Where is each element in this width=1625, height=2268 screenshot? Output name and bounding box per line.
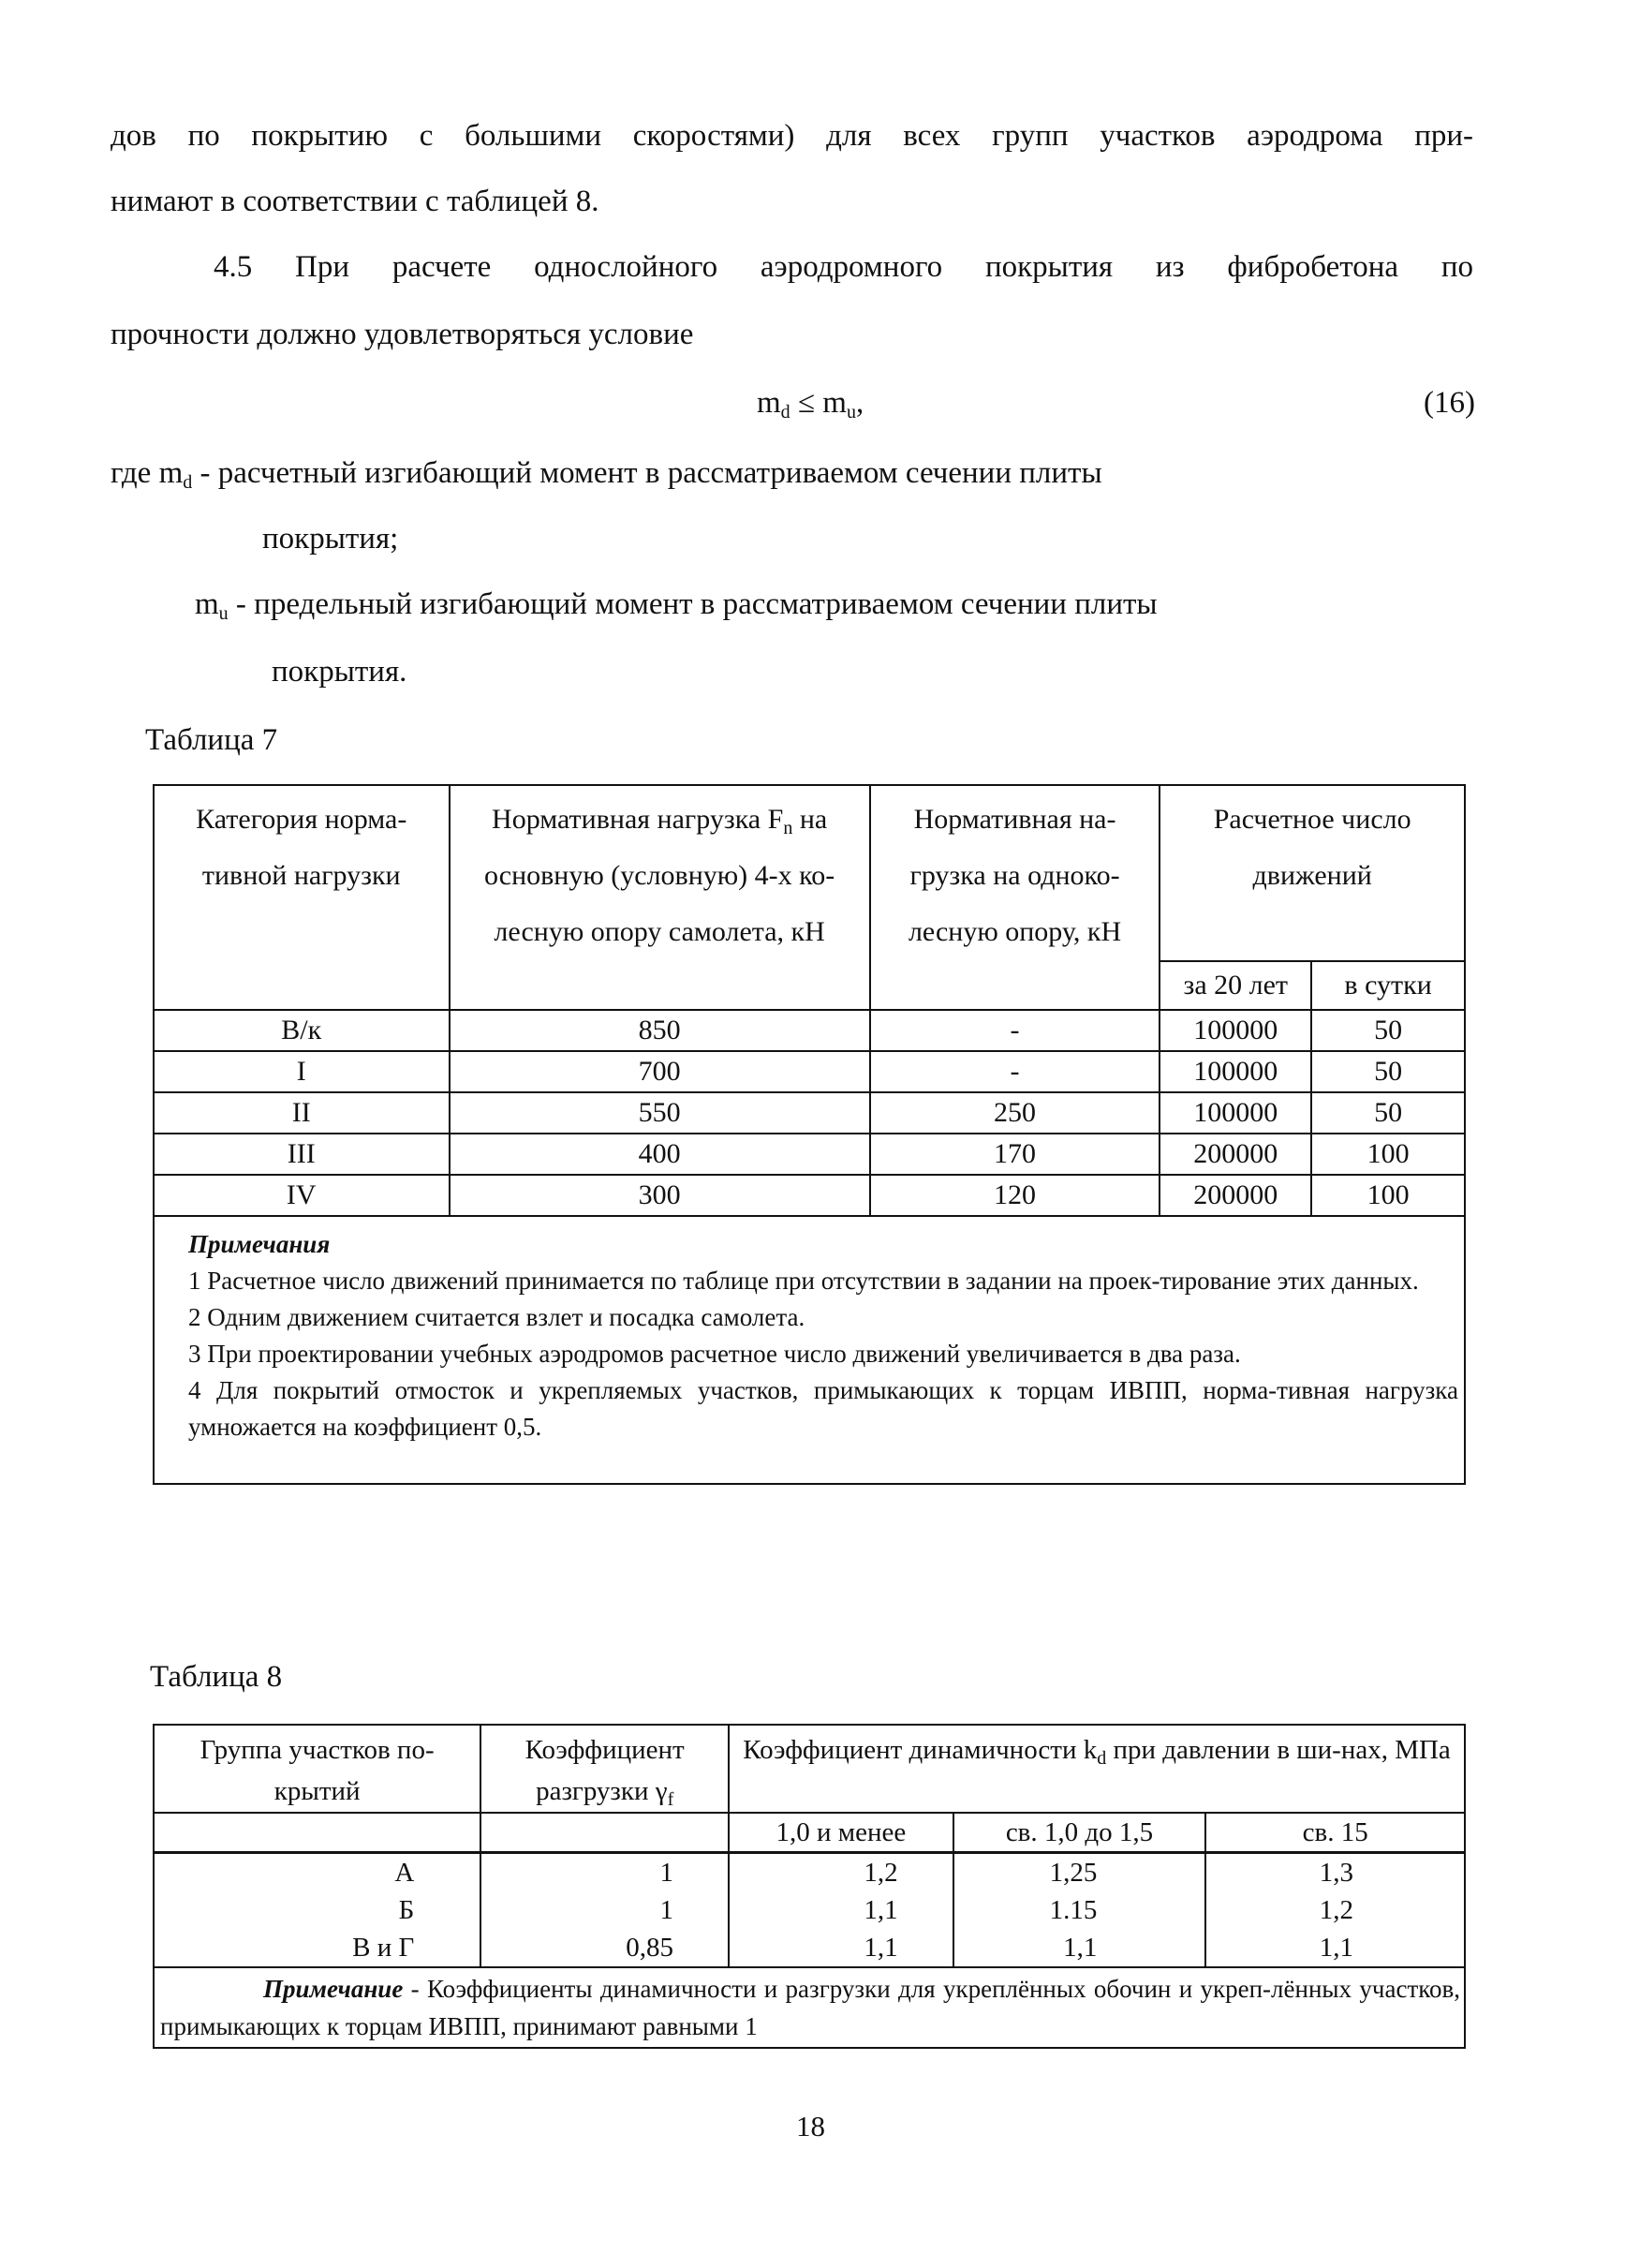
definition-mu-cont: покрытия. — [272, 655, 407, 689]
table-row — [154, 1092, 1465, 1134]
header-unload-coef — [480, 1725, 729, 1813]
cell-category: II — [154, 1092, 450, 1134]
definition-subscript: d — [183, 472, 193, 493]
note-item: 2 Одним движением считается взлет и посадка самолета. — [188, 1303, 805, 1331]
table-row — [154, 1010, 1465, 1051]
definition-text: - предельный изгибающий момент в рассматриваемом сечении плиты — [228, 587, 1158, 621]
table8-note — [154, 1967, 1465, 2048]
formula-subscript: d — [780, 402, 790, 422]
cell-group: В и Г — [154, 1929, 480, 1967]
table-row — [154, 1175, 1465, 1216]
cell-load4: 850 — [450, 1010, 870, 1051]
header-text: Коэффициент разгрузки γ — [524, 1735, 685, 1806]
header-text: при давлении в ши-нах, МПа — [1106, 1735, 1451, 1765]
definition-prefix: где m — [111, 456, 184, 490]
paragraph-line: дов по покрытию с большими скоростями) для всех групп участков аэродрома при- — [111, 119, 1473, 153]
definition-subscript: u — [218, 603, 229, 624]
paragraph-line: прочности должно удовлетворяться условие — [111, 318, 694, 351]
cell-day: 50 — [1311, 1092, 1465, 1134]
cell-load4: 400 — [450, 1134, 870, 1175]
header-movements: Расчетное число движений — [1160, 785, 1465, 961]
header-text: Коэффициент динамичности k — [743, 1735, 1098, 1765]
cell-load4: 550 — [450, 1092, 870, 1134]
header-subscript: d — [1097, 1748, 1107, 1769]
table-8 — [153, 1724, 1466, 2049]
cell-p2: 1,25 — [953, 1853, 1206, 1892]
header-subscript: f — [667, 1789, 674, 1810]
table-row — [154, 1134, 1465, 1175]
cell-years20: 100000 — [1160, 1010, 1311, 1051]
header-text: на основную (условную) 4-х ко-лесную опору самолета, кН — [484, 804, 835, 947]
cell-years20: 100000 — [1160, 1092, 1311, 1134]
table-row — [154, 1853, 1465, 1892]
formula-subscript: u — [846, 402, 856, 422]
paragraph-line: 4.5 При расчете однослойного аэродромного покрытия из фибробетона по — [214, 250, 1473, 284]
header-text: Нормативная нагрузка F — [492, 804, 784, 835]
cell-day: 50 — [1311, 1010, 1465, 1051]
header-p3: св. 15 — [1205, 1813, 1465, 1853]
page-number: 18 — [796, 2110, 825, 2142]
formula — [757, 384, 864, 422]
cell-p3: 1,2 — [1205, 1891, 1465, 1929]
cell-unload: 1 — [480, 1853, 729, 1892]
header-dyn-coef — [729, 1725, 1465, 1813]
cell-load4: 300 — [450, 1175, 870, 1216]
cell-load1: 170 — [870, 1134, 1160, 1175]
cell-day: 100 — [1311, 1134, 1465, 1175]
header-subscript: n — [783, 818, 793, 838]
header-empty — [154, 1813, 480, 1853]
table-row — [154, 1929, 1465, 1967]
cell-category: В/к — [154, 1010, 450, 1051]
note-item: 4 Для покрытий отмосток и укрепляемых участков, примыкающих к торцам ИВПП, норма-тивная нагрузка умножается на коэффициент 0,5. — [188, 1376, 1458, 1441]
cell-p2: 1.15 — [953, 1891, 1206, 1929]
cell-category: III — [154, 1134, 450, 1175]
cell-p3: 1,1 — [1205, 1929, 1465, 1967]
cell-years20: 100000 — [1160, 1051, 1311, 1092]
cell-load1: 120 — [870, 1175, 1160, 1216]
definition-md — [111, 454, 1102, 492]
header-per-20-years: за 20 лет — [1160, 961, 1311, 1010]
cell-p3: 1,3 — [1205, 1853, 1465, 1892]
notes-title: Примечания — [188, 1230, 331, 1258]
header-load-1wheel: Нормативная на-грузка на одноко-лесную опору, кН — [870, 785, 1160, 1010]
definition-text: - расчетный изгибающий момент в рассматриваемом сечении плиты — [192, 456, 1102, 490]
header-load-4wheel — [450, 785, 870, 1010]
note-label: Примечание — [263, 1975, 404, 2003]
note-item: 1 Расчетное число движений принимается по таблице при отсутствии в задании на проек-тирование этих данных. — [188, 1267, 1419, 1295]
formula-number: (16) — [1424, 386, 1475, 420]
cell-years20: 200000 — [1160, 1175, 1311, 1216]
cell-load4: 700 — [450, 1051, 870, 1092]
cell-p1: 1,2 — [729, 1853, 953, 1892]
cell-category: IV — [154, 1175, 450, 1216]
cell-years20: 200000 — [1160, 1134, 1311, 1175]
formula-symbol: m — [757, 386, 781, 420]
table8-caption: Таблица 8 — [150, 1660, 283, 1694]
cell-group: Б — [154, 1891, 480, 1929]
header-p1: 1,0 и менее — [729, 1813, 953, 1853]
cell-day: 100 — [1311, 1175, 1465, 1216]
cell-unload: 1 — [480, 1891, 729, 1929]
header-per-day: в сутки — [1311, 961, 1465, 1010]
cell-p1: 1,1 — [729, 1929, 953, 1967]
cell-load1: 250 — [870, 1092, 1160, 1134]
note-text: - Коэффициенты динамичности и разгрузки для укреплённых обочин и укреп-лённых участков, примыкающих к торцам ИВПП, принимают равными 1 — [160, 1975, 1460, 2040]
definition-mu — [195, 586, 1158, 623]
cell-p2: 1,1 — [953, 1929, 1206, 1967]
cell-load1: - — [870, 1051, 1160, 1092]
cell-load1: - — [870, 1010, 1160, 1051]
definition-md-cont: покрытия; — [262, 522, 399, 556]
paragraph-line: нимают в соответствии с таблицей 8. — [111, 185, 599, 218]
cell-category: I — [154, 1051, 450, 1092]
table-7 — [153, 784, 1466, 1485]
table-row — [154, 1891, 1465, 1929]
cell-group: А — [154, 1853, 480, 1892]
header-p2: св. 1,0 до 1,5 — [953, 1813, 1206, 1853]
definition-prefix: m — [195, 587, 219, 621]
table7-notes — [154, 1216, 1465, 1484]
cell-day: 50 — [1311, 1051, 1465, 1092]
header-empty — [480, 1813, 729, 1853]
formula-operator: ≤ m — [790, 386, 847, 420]
table-row — [154, 1051, 1465, 1092]
cell-p1: 1,1 — [729, 1891, 953, 1929]
cell-unload: 0,85 — [480, 1929, 729, 1967]
formula-punct: , — [855, 386, 864, 420]
header-category: Категория норма-тивной нагрузки — [154, 785, 450, 1010]
note-item: 3 При проектировании учебных аэродромов расчетное число движений увеличивается в два раза. — [188, 1340, 1241, 1368]
header-group: Группа участков по-крытий — [154, 1725, 480, 1813]
table7-caption: Таблица 7 — [145, 723, 278, 757]
